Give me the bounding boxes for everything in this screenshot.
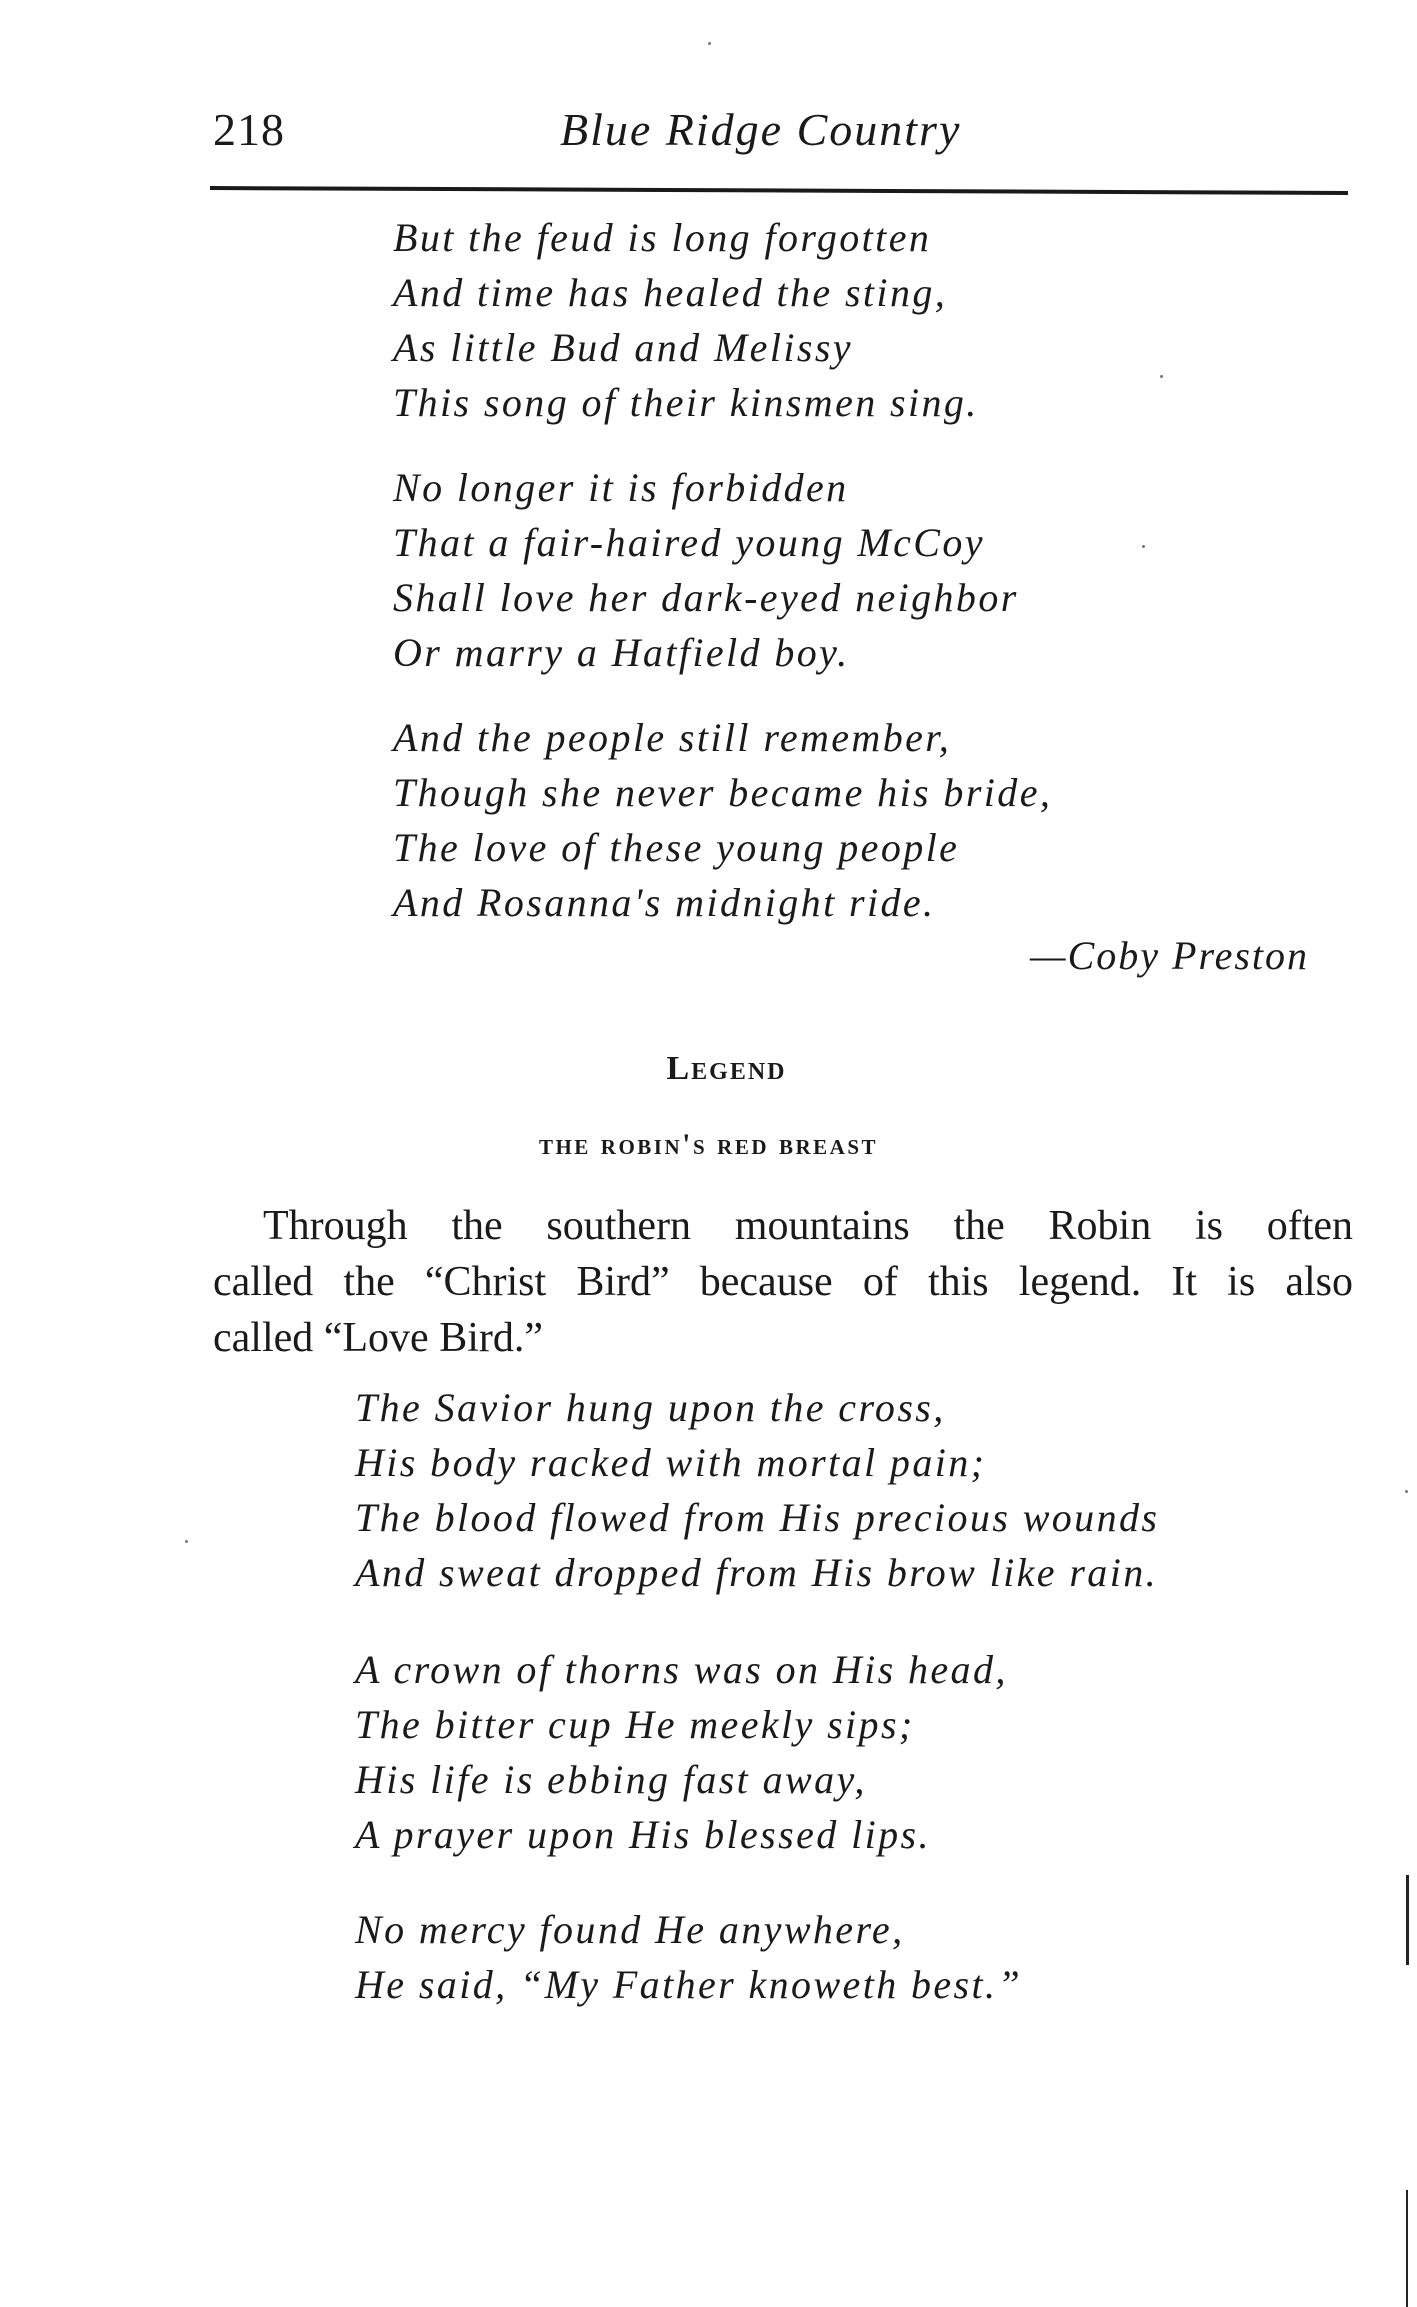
scan-margin-mark xyxy=(1406,2190,1408,2307)
prose-line: called “Love Bird.” xyxy=(213,1315,544,1361)
poem-line: But the feud is long forgotten xyxy=(393,215,932,260)
scan-speck xyxy=(1142,545,1145,548)
poem2-stanza-2 xyxy=(355,1642,1008,1862)
scan-speck xyxy=(1405,1490,1408,1493)
prose-line: Through the southern mountains the Robin is often xyxy=(263,1203,1353,1249)
poem-line: The Savior hung upon the cross, xyxy=(355,1385,946,1430)
scan-speck xyxy=(185,1540,188,1543)
poem-line: As little Bud and Melissy xyxy=(393,325,853,370)
poem-line: The bitter cup He meekly sips; xyxy=(355,1702,915,1747)
poem-line: Or marry a Hatfield boy. xyxy=(393,630,850,675)
poem-line: This song of their kinsmen sing. xyxy=(393,380,979,425)
poem-line: His body racked with mortal pain; xyxy=(355,1440,987,1485)
scan-speck xyxy=(708,42,711,45)
poem-line: His life is ebbing fast away, xyxy=(355,1757,867,1802)
poem-line: And sweat dropped from His brow like rain. xyxy=(355,1550,1159,1595)
poem-line: And the people still remember, xyxy=(393,715,952,760)
poem-line: That a fair-haired young McCoy xyxy=(393,520,985,565)
poem1-attribution: —Coby Preston xyxy=(1030,933,1309,978)
poem-line: The blood flowed from His precious wounds xyxy=(355,1495,1160,1540)
section-heading: Legend xyxy=(666,1050,787,1087)
running-title: Blue Ridge Country xyxy=(560,104,962,155)
poem-line: A crown of thorns was on His head, xyxy=(355,1647,1008,1692)
poem-line: A prayer upon His blessed lips. xyxy=(355,1812,931,1857)
header-rule xyxy=(210,186,1348,195)
poem-line: No longer it is forbidden xyxy=(393,465,849,510)
poem-line: And time has healed the sting, xyxy=(393,270,948,315)
poem2-stanza-1 xyxy=(355,1380,1159,1600)
poem1-stanza-1 xyxy=(393,210,979,430)
poem-line: Though she never became his bride, xyxy=(393,770,1053,815)
poem2-stanza-3 xyxy=(355,1902,1022,2012)
poem-line: And Rosanna's midnight ride. xyxy=(393,880,936,925)
legend-intro xyxy=(213,1198,1353,1366)
poem-line: He said, “My Father knoweth best.” xyxy=(355,1962,1023,2007)
page-number: 218 xyxy=(213,104,285,155)
scan-margin-mark xyxy=(1406,1875,1409,1965)
scan-speck xyxy=(1160,375,1163,378)
poem-line: The love of these young people xyxy=(393,825,960,870)
section-subheading: the robin's red breast xyxy=(538,1128,879,1161)
poem-line: No mercy found He anywhere, xyxy=(355,1907,905,1952)
poem-line: Shall love her dark-eyed neighbor xyxy=(393,575,1019,620)
poem1-stanza-3 xyxy=(393,710,1052,930)
poem1-stanza-2 xyxy=(393,460,1019,680)
prose-line: called the “Christ Bird” because of this legend. It is also xyxy=(213,1259,1353,1305)
